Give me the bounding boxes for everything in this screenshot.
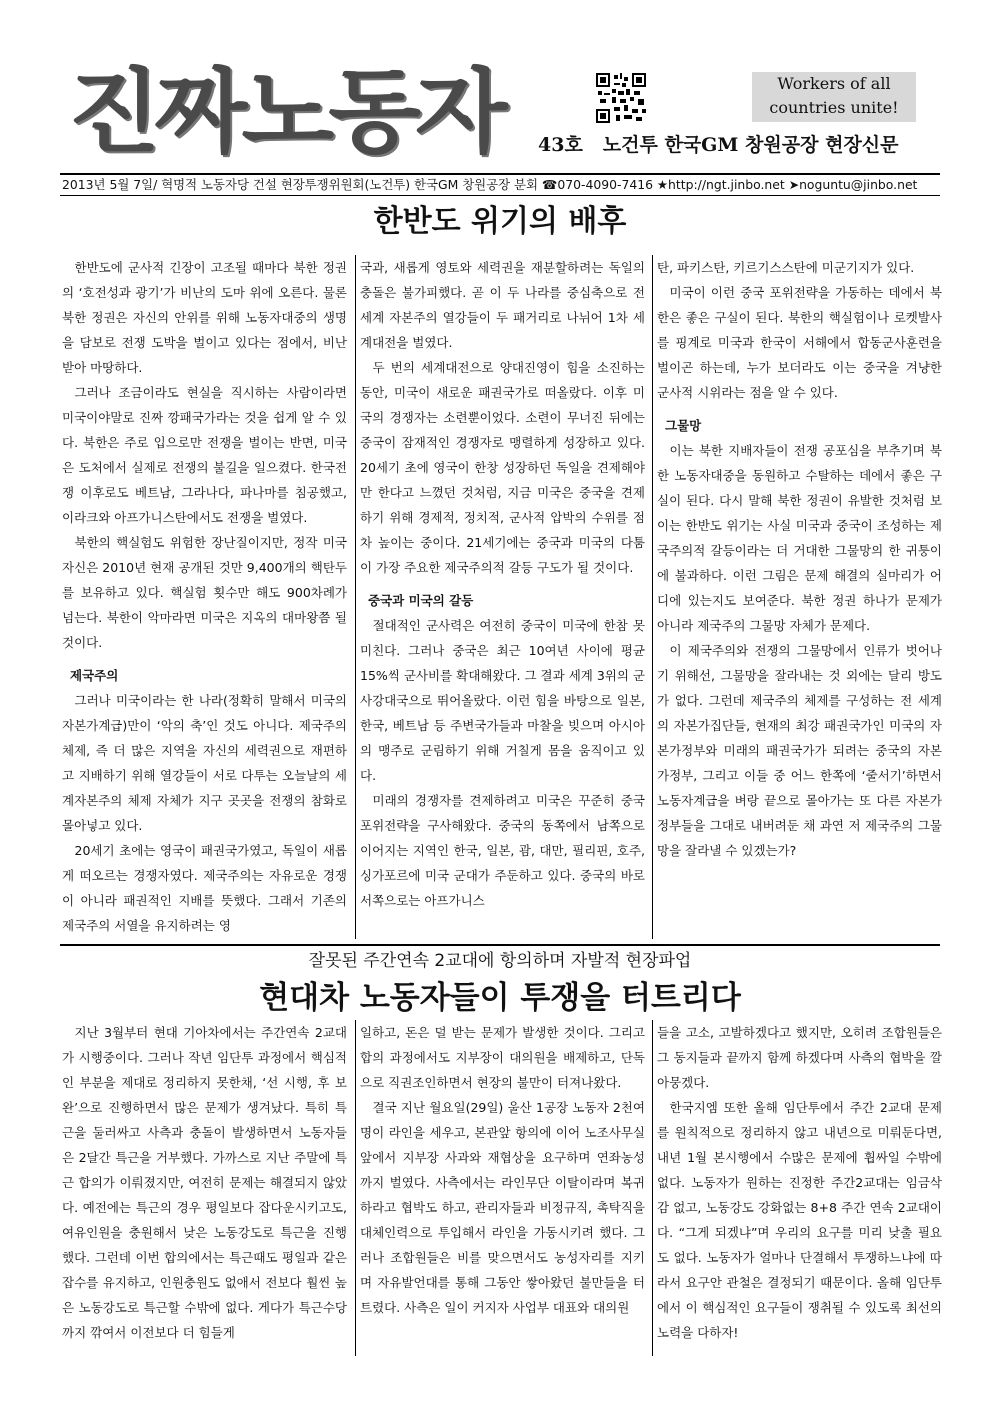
- paragraph: 들을 고소, 고발하겠다고 했지만, 오히려 조합원들은 그 동지들과 끝까지 함께 하겠다며 사측의 협박을 깔아뭉겠다.: [657, 1025, 942, 1090]
- masthead-title: 진짜노동자: [68, 58, 502, 166]
- article2-column-1: [62, 1020, 347, 1356]
- info-line: 2013년 5월 7일/ 혁명적 노동자당 건설 현장투쟁위원회(노건투) 한국GM 창원공장 분회 ☎070-4090-7416 ★http://ngt.jinbo.net ➤noguntu@jinbo.net: [62, 177, 918, 192]
- column-divider: [652, 1020, 653, 1356]
- paragraph: 국과, 새롭게 영토와 세력권을 재분할하려는 독일의 충돌은 불가피했다. 곧 이 두 나라를 중심축으로 전 세계 자본주의 열강들이 두 패거리로 나뉘어 1차 세계대전을 벌였다.: [360, 260, 645, 350]
- qr-code-icon: [596, 73, 646, 123]
- paragraph: 한반도에 군사적 긴장이 고조될 때마다 북한 정권의 ‘호전성과 광기’가 비난의 도마 위에 오른다. 물론 북한 정권은 자신의 안위를 위해 노동자대중의 생명을 담보로 전쟁 도박을 벌이고 있다는 점에서, 비난받아 마땅하다.: [62, 260, 347, 375]
- slogan-box: [752, 72, 916, 122]
- paragraph: 절대적인 군사력은 여전히 중국이 미국에 한참 못 미친다. 그러나 중국은 최근 10여년 사이에 평균 15%씩 군사비를 확대해왔다. 그 결과 세계 3위의 군사강대국으로 뛰어올랐다. 이런 힘을 바탕으로 일본, 한국, 베트남 등 주변국가들과 마찰을 빚으며 아시아의 맹주로 군림하기 위해 거칠게 몸을 움직이고 있다.: [360, 618, 645, 783]
- paragraph: 그러나 조금이라도 현실을 직시하는 사람이라면 미국이야말로 진짜 깡패국가라는 것을 쉽게 알 수 있다. 북한은 주로 입으로만 전쟁을 벌이는 반면, 미국은 도처에서 실제로 전쟁의 불길을 일으켰다. 한국전쟁 이후로도 베트남, 그라나다, 파나마를 침공했고, 이라크와 아프가니스탄에서도 전쟁을 벌였다.: [62, 385, 347, 525]
- slogan-line-2: countries unite!: [769, 98, 899, 117]
- issue-line: [538, 130, 938, 160]
- info-rule: [60, 195, 940, 196]
- paragraph: 미래의 경쟁자를 견제하려고 미국은 꾸준히 중국 포위전략을 구사해왔다. 중국의 동쪽에서 남쪽으로 이어지는 지역인 한국, 일본, 괌, 대만, 필리핀, 호주, 싱가포르에 미국 군대가 주둔하고 있다. 중국의 바로 서쪽으로는 아프가니스: [360, 793, 645, 908]
- paragraph: 20세기 초에는 영국이 패권국가였고, 독일이 새롭게 떠오르는 경쟁자였다. 제국주의는 자유로운 경쟁이 아니라 패권적인 지배를 뜻했다. 그래서 기존의 제국주의 서열을 유지하려는 영: [62, 843, 347, 933]
- article1-headline: 한반도 위기의 배후: [373, 204, 627, 239]
- section-heading: 제국주의: [70, 668, 119, 683]
- column-divider: [355, 255, 356, 939]
- publisher-name: 노건투 한국GM 창원공장 현장신문: [602, 134, 899, 156]
- article2-column-2: [360, 1020, 645, 1356]
- paragraph: 탄, 파키스탄, 키르기스스탄에 미군기지가 있다.: [657, 260, 915, 275]
- section-rule: [60, 944, 940, 946]
- article1-column-3: [657, 255, 942, 939]
- column-divider: [652, 255, 653, 939]
- issue-number: 43호: [538, 134, 583, 156]
- column-divider: [355, 1020, 356, 1356]
- paragraph: 그러나 미국이라는 한 나라(정확히 말해서 미국의 자본가계급)만이 ‘악의 축’인 것도 아니다. 제국주의 체제, 즉 더 많은 지역을 자신의 세력권으로 재편하고 지배하기 위해 열강들이 서로 다투는 오늘날의 세계자본주의 체제 자체가 지구 곳곳을 전쟁의 참화로 몰아넣고 있다.: [62, 693, 347, 833]
- section-heading: 중국과 미국의 갈등: [368, 593, 474, 608]
- article1-column-1: [62, 255, 347, 939]
- paragraph: 북한의 핵실험도 위험한 장난질이지만, 정작 미국 자신은 2010년 현재 공개된 것만 9,400개의 핵탄두를 보유하고 있다. 핵실험 횟수만 해도 900차례가 넘는다. 북한이 악마라면 미국은 지옥의 대마왕쯤 될 것이다.: [62, 535, 347, 650]
- paragraph: 미국이 이런 중국 포위전략을 가동하는 데에서 북한은 좋은 구실이 된다. 북한의 핵실험이나 로켓발사를 핑계로 미국과 한국이 서해에서 합동군사훈련을 벌이곤 하는데, 누가 보더라도 이는 중국을 겨냥한 군사적 시위라는 점을 알 수 있다.: [657, 285, 942, 400]
- paragraph: 지난 3월부터 현대 기아차에서는 주간연속 2교대가 시행중이다. 그러나 작년 임단투 과정에서 핵심적인 부분을 제대로 정리하지 못한채, ‘선 시행, 후 보완’으로 진행하면서 많은 문제가 생겨났다. 특히 특근을 둘러싸고 사측과 충돌이 발생하면서 노동자들은 2달간 특근을 거부했다. 가까스로 지난 주말에 특근 합의가 이뤄졌지만, 여전히 문제는 해결되지 않았다. 예전에는 특근의 경우 평일보다 잡다운시키고도, 여유인원을 충원해서 낮은 노동강도로 특근을 진행했다. 그런데 이번 합의에서는 특근때도 평일과 같은 잡수를 유지하고, 인원충원도 없애서 전보다 훨씬 높은 노동강도로 특근할 수밖에 없다. 게다가 특근수당까지 깎여서 이전보다 더 힘들게: [62, 1025, 347, 1340]
- article2-headline: 현대차 노동자들이 투쟁을 터트리다: [259, 980, 741, 1016]
- article1-column-2: [360, 255, 645, 939]
- slogan-line-1: Workers of all: [777, 74, 891, 93]
- article2-column-3: [657, 1020, 942, 1356]
- paragraph: 한국지엠 또한 올해 임단투에서 주간 2교대 문제를 원칙적으로 정리하지 않고 내년으로 미뤄둔다면, 내년 1월 본시행에서 수많은 문제에 휩싸일 수밖에 없다. 노동자가 원하는 진정한 주간2교대는 임금삭감 없고, 노동강도 강화없는 8+8 주간 연속 2교대이다. “그게 되겠냐”며 우리의 요구를 미리 낮출 필요도 없다. 노동자가 얼마나 단결해서 투쟁하느냐에 따라서 요구안 관철은 결정되기 때문이다. 올해 임단투에서 이 핵심적인 요구들이 쟁취될 수 있도록 최선의 노력을 다하자!: [657, 1100, 942, 1340]
- paragraph: 결국 지난 월요일(29일) 울산 1공장 노동자 2천여명이 라인을 세우고, 본관앞 항의에 이어 노조사무실 앞에서 지부장 사과와 재협상을 요구하며 연좌농성까지 벌였다. 사측에서는 라인무단 이탈이라며 복귀하라고 협박도 하고, 관리자들과 비정규직, 촉탁직을 대체인력으로 투입해서 라인을 가동시키려 했다. 그러나 조합원들은 비를 맞으면서도 농성자리를 지키며 자유발언대를 통해 그동안 쌓아왔던 불만들을 터트렸다. 사측은 일이 커지자 사업부 대표와 대의원: [360, 1100, 645, 1315]
- paragraph: 두 번의 세계대전으로 양대진영이 힘을 소진하는 동안, 미국이 새로운 패권국가로 떠올랐다. 이후 미국의 경쟁자는 소련뿐이었다. 소련이 무너진 뒤에는 중국이 잠재적인 경쟁자로 맹렬하게 성장하고 있다. 20세기 초에 영국이 한창 성장하던 독일을 견제해야만 한다고 느꼈던 것처럼, 지금 미국은 중국을 견제하기 위해 경제적, 정치적, 군사적 압박의 수위를 점차 높이는 중이다. 21세기에는 중국과 미국의 다툼이 가장 주요한 제국주의적 갈등 구도가 될 것이다.: [360, 360, 645, 575]
- top-rule: [60, 173, 940, 175]
- paragraph: 일하고, 돈은 덜 받는 문제가 발생한 것이다. 그리고 합의 과정에서도 지부장이 대의원을 배제하고, 단독으로 직권조인하면서 현장의 불만이 터져나왔다.: [360, 1025, 645, 1090]
- paragraph: 이는 북한 지배자들이 전쟁 공포심을 부추기며 북한 노동자대중을 동원하고 수탈하는 데에서 좋은 구실이 된다. 다시 말해 북한 정권이 유발한 것처럼 보이는 한반도 위기는 사실 미국과 중국이 조성하는 제국주의적 갈등이라는 더 거대한 그물망의 한 귀퉁이에 불과하다. 이런 그림은 문제 해결의 실마리가 어디에 있는지도 보여준다. 북한 정권 하나가 문제가 아니라 제국주의 그물망 자체가 문제다.: [657, 443, 942, 633]
- section-heading: 그물망: [665, 418, 702, 433]
- article2-subheadline: 잘못된 주간연속 2교대에 항의하며 자발적 현장파업: [308, 951, 692, 971]
- paragraph: 이 제국주의와 전쟁의 그물망에서 인류가 벗어나기 위해선, 그물망을 잘라내는 것 외에는 달리 방도가 없다. 그런데 제국주의 체제를 구성하는 전 세계의 자본가집단들, 현재의 최강 패권국가인 미국의 자본가정부와 미래의 패권국가가 되려는 중국의 자본가정부, 그리고 이들 중 어느 한쪽에 ‘줄서기’하면서 노동자계급을 벼랑 끝으로 몰아가는 또 다른 자본가정부들을 그대로 내버려둔 채 과연 저 제국주의 그물망을 잘라낼 수 있겠는가?: [657, 643, 942, 858]
